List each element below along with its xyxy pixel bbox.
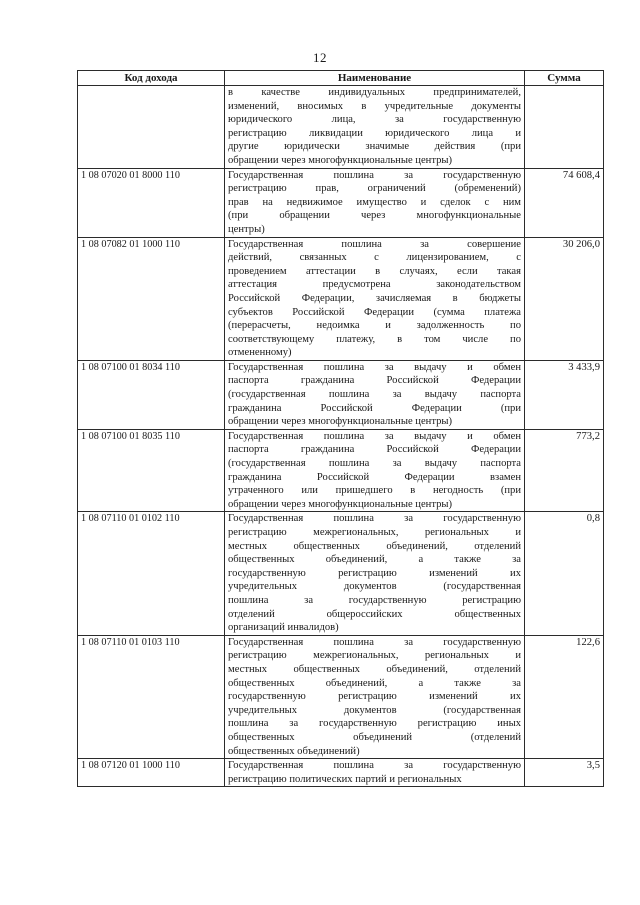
revenue-name-line: действий, связанных с лицензированием, с xyxy=(228,252,521,264)
revenue-name-line: государственную регистрацию изменений их xyxy=(228,567,521,579)
revenue-code: 1 08 07110 01 0102 110 xyxy=(78,512,225,635)
revenue-code: 1 08 07020 01 8000 110 xyxy=(78,168,225,237)
revenue-name-line: общественных объединений (отделений xyxy=(228,731,521,743)
revenue-name-line: Государственная пошлина за государственную xyxy=(228,513,521,525)
revenue-name-line: местных общественных объединений, отделений xyxy=(228,663,521,675)
revenue-name-line: общественных объединений, а также за xyxy=(228,554,521,566)
revenue-name xyxy=(225,86,525,169)
revenue-name-line: другие юридически значимые действия (при xyxy=(228,141,521,153)
revenue-name-line: Российской Федерации, зачисляемая в бюджеты xyxy=(228,292,521,304)
revenue-name-line: паспорта гражданина Российской Федерации xyxy=(228,375,521,387)
revenue-sum: 30 206,0 xyxy=(525,237,604,360)
table-body xyxy=(78,86,604,787)
revenue-name-line: регистрацию прав, ограничений (обременений) xyxy=(228,183,521,195)
revenue-name-line: (государственная пошлина за выдачу паспорта xyxy=(228,389,521,401)
revenue-name-line: гражданина Российской Федерации взамен xyxy=(228,471,521,483)
revenue-name-line: обращении через многофункциональные центры) xyxy=(228,416,453,428)
revenue-name xyxy=(225,429,525,512)
revenue-name xyxy=(225,360,525,429)
header-name: Наименование xyxy=(225,71,525,86)
revenue-name-line: отмененному) xyxy=(228,347,292,359)
revenue-name-line: пошлина за государственную регистрацию иных xyxy=(228,718,521,730)
revenue-code: 1 08 07100 01 8034 110 xyxy=(78,360,225,429)
table-row xyxy=(78,360,604,429)
table-row xyxy=(78,237,604,360)
revenue-name-line: учредительных документов (государственная xyxy=(228,581,521,593)
revenue-name-line: отделений общероссийских общественных xyxy=(228,608,521,620)
revenue-sum xyxy=(525,86,604,169)
revenue-name xyxy=(225,635,525,758)
revenue-name-line: изменений, вносимых в учредительные документы xyxy=(228,100,521,112)
revenue-name-line: местных общественных объединений, отделений xyxy=(228,540,521,552)
table-row xyxy=(78,168,604,237)
table-row xyxy=(78,512,604,635)
revenue-code xyxy=(78,86,225,169)
revenue-name xyxy=(225,512,525,635)
revenue-name-line: гражданина Российской Федерации (при xyxy=(228,402,521,414)
revenue-name-line: соответствующему платежу, в том числе по xyxy=(228,333,521,345)
revenue-sum: 74 608,4 xyxy=(525,168,604,237)
revenue-table xyxy=(77,70,604,787)
revenue-name-line: обращении через многофункциональные центры) xyxy=(228,154,453,166)
header-code: Код дохода xyxy=(78,71,225,86)
revenue-name-line: центры) xyxy=(228,223,265,235)
revenue-name-line: (государственная пошлина за выдачу паспорта xyxy=(228,458,521,470)
revenue-name-line: организаций инвалидов) xyxy=(228,622,339,634)
revenue-name-line: субъектов Российской Федерации (сумма платежа xyxy=(228,306,521,318)
table-row xyxy=(78,759,604,787)
revenue-name xyxy=(225,237,525,360)
revenue-name-line: общественных объединений) xyxy=(228,745,360,757)
revenue-name-line: общественных объединений, а также за xyxy=(228,677,521,689)
revenue-name-line: учредительных документов (государственная xyxy=(228,704,521,716)
revenue-name-line: юридического лица, за государственную xyxy=(228,114,521,126)
table-row xyxy=(78,635,604,758)
revenue-code: 1 08 07100 01 8035 110 xyxy=(78,429,225,512)
table-row xyxy=(78,86,604,169)
revenue-code: 1 08 07082 01 1000 110 xyxy=(78,237,225,360)
revenue-name-line: аттестация предусмотрена законодательством xyxy=(228,279,521,291)
revenue-name-line: Государственная пошлина за государственную xyxy=(228,760,521,772)
revenue-name xyxy=(225,759,525,787)
revenue-name-line: Государственная пошлина за совершение xyxy=(228,238,521,250)
revenue-code: 1 08 07110 01 0103 110 xyxy=(78,635,225,758)
revenue-code: 1 08 07120 01 1000 110 xyxy=(78,759,225,787)
revenue-name-line: пошлина за государственную регистрацию xyxy=(228,594,521,606)
revenue-sum: 122,6 xyxy=(525,635,604,758)
table-row xyxy=(78,429,604,512)
header-sum: Сумма xyxy=(525,71,604,86)
revenue-name-line: государственную регистрацию изменений их xyxy=(228,691,521,703)
page-number: 12 xyxy=(313,50,327,65)
revenue-name-line: регистрацию ликвидации юридического лица и xyxy=(228,127,521,139)
revenue-name-line: (при обращении через многофункциональные xyxy=(228,210,521,222)
revenue-name-line: Государственная пошлина за государственную xyxy=(228,636,521,648)
revenue-name-line: Государственная пошлина за выдачу и обмен xyxy=(228,361,521,373)
revenue-name-line: регистрацию политических партий и региональных xyxy=(228,773,462,785)
revenue-name-line: Государственная пошлина за выдачу и обмен xyxy=(228,430,521,442)
table-header-row xyxy=(78,71,604,86)
revenue-sum: 0,8 xyxy=(525,512,604,635)
revenue-name-line: Государственная пошлина за государственную xyxy=(228,169,521,181)
revenue-name-line: проведением аттестации в случаях, если такая xyxy=(228,265,521,277)
revenue-name-line: утраченного или пришедшего в негодность (при xyxy=(228,485,521,497)
revenue-name xyxy=(225,168,525,237)
revenue-name-line: (перерасчеты, недоимка и задолженность по xyxy=(228,320,521,332)
revenue-name-line: регистрацию межрегиональных, региональных и xyxy=(228,650,521,662)
revenue-name-line: регистрацию межрегиональных, региональных и xyxy=(228,527,521,538)
revenue-sum: 3 433,9 xyxy=(525,360,604,429)
revenue-name-line: обращении через многофункциональные центры) xyxy=(228,498,453,510)
revenue-name-line: в качестве индивидуальных предпринимателей, xyxy=(228,87,521,98)
revenue-sum: 773,2 xyxy=(525,429,604,512)
revenue-name-line: прав на недвижимое имущество и сделок с ним xyxy=(228,196,521,208)
revenue-sum: 3,5 xyxy=(525,759,604,787)
revenue-name-line: паспорта гражданина Российской Федерации xyxy=(228,444,521,456)
